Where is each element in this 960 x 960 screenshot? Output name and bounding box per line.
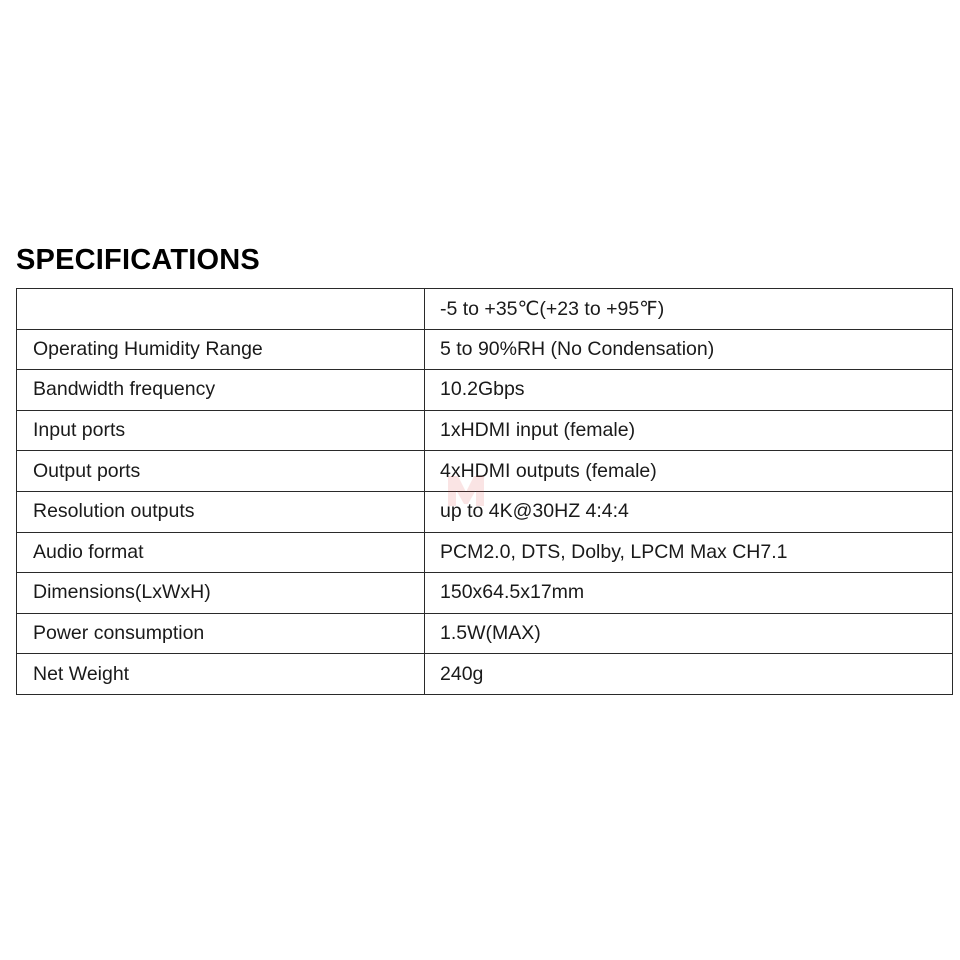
spec-value: PCM2.0, DTS, Dolby, LPCM Max CH7.1	[425, 532, 953, 573]
spec-label: Power consumption	[17, 613, 425, 654]
table-row	[17, 613, 953, 654]
spec-label: Operating Humidity Range	[17, 329, 425, 370]
spec-label: Bandwidth frequency	[17, 370, 425, 411]
spec-value: 240g	[425, 654, 953, 695]
spec-value: 1xHDMI input (female)	[425, 410, 953, 451]
spec-label	[17, 289, 425, 330]
spec-label: Resolution outputs	[17, 491, 425, 532]
spec-value: -5 to +35℃(+23 to +95℉)	[425, 289, 953, 330]
specifications-table	[16, 288, 953, 695]
spec-label: Output ports	[17, 451, 425, 492]
table-row	[17, 532, 953, 573]
spec-value: 4xHDMI outputs (female)	[425, 451, 953, 492]
page-title: SPECIFICATIONS	[16, 244, 260, 276]
table-row	[17, 329, 953, 370]
spec-value: 5 to 90%RH (No Condensation)	[425, 329, 953, 370]
spec-value: 1.5W(MAX)	[425, 613, 953, 654]
table-row	[17, 410, 953, 451]
spec-value: 10.2Gbps	[425, 370, 953, 411]
spec-value: up to 4K@30HZ 4:4:4	[425, 491, 953, 532]
spec-label: Dimensions(LxWxH)	[17, 573, 425, 614]
spec-label: Net Weight	[17, 654, 425, 695]
table-row	[17, 491, 953, 532]
spec-value: 150x64.5x17mm	[425, 573, 953, 614]
table-row	[17, 289, 953, 330]
table-row	[17, 370, 953, 411]
spec-label: Input ports	[17, 410, 425, 451]
table-row	[17, 654, 953, 695]
table-row	[17, 573, 953, 614]
spec-label: Audio format	[17, 532, 425, 573]
table-row	[17, 451, 953, 492]
